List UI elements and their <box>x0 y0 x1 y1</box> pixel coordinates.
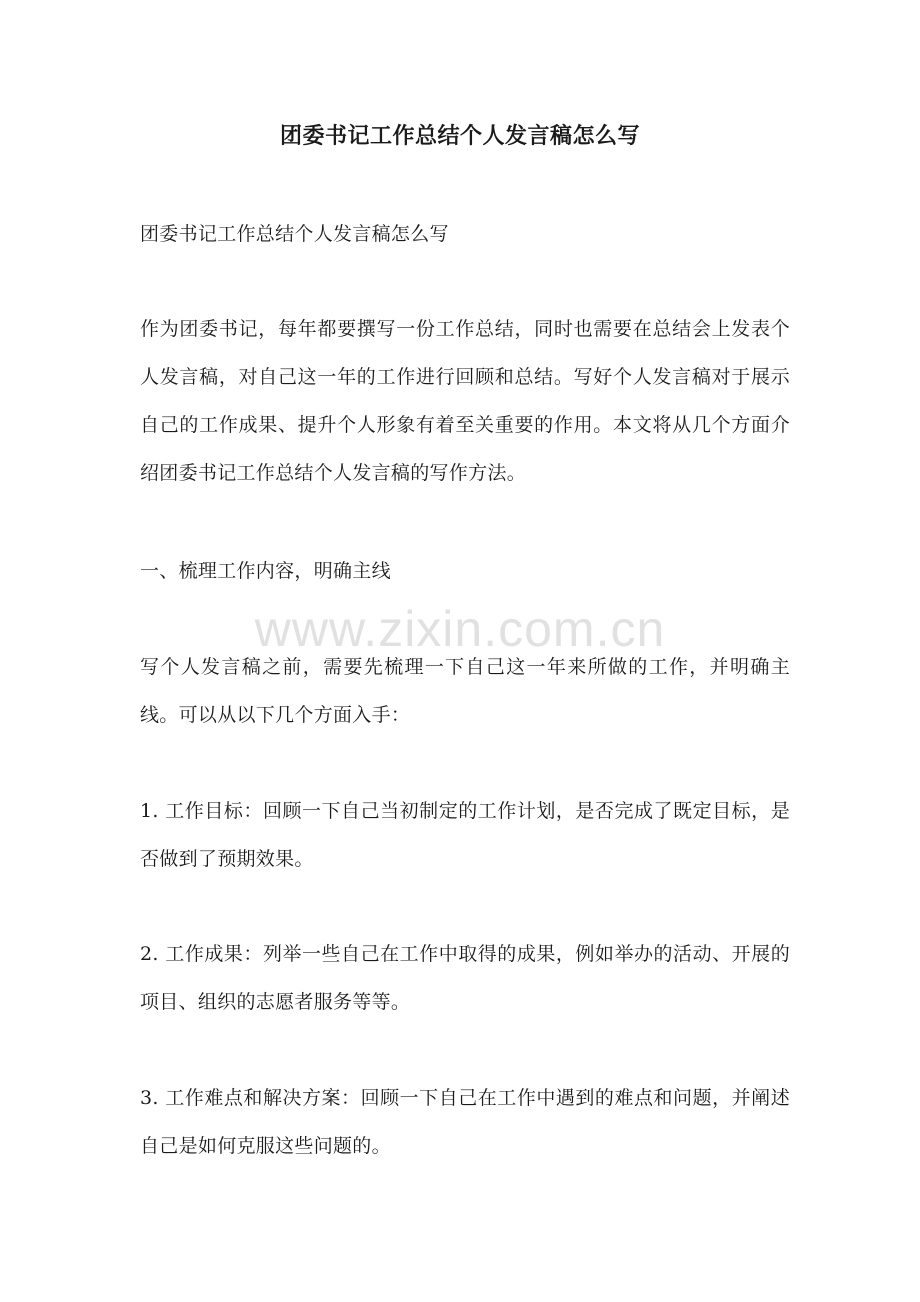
list-item-difficulties: 3. 工作难点和解决方案：回顾一下自己在工作中遇到的难点和问题，并阐述自己是如何克服这些问题的。 <box>140 1087 790 1157</box>
paragraph-intro: 作为团委书记，每年都要撰写一份工作总结，同时也需要在总结会上发表个人发言稿，对自己这一年的工作进行回顾和总结。写好个人发言稿对于展示自己的工作成果、提升个人形象有着至关重要的作用。本文将从几个方面介绍团委书记工作总结个人发言稿的写作方法。 <box>140 318 790 484</box>
list-item-results: 2. 工作成果：列举一些自己在工作中取得的成果，例如举办的活动、开展的项目、组织的志愿者服务等等。 <box>140 943 790 1013</box>
section-heading: 一、梳理工作内容，明确主线 <box>140 560 391 582</box>
watermark-text: www.zixin.com.cn <box>254 601 666 657</box>
document-title: 团委书记工作总结个人发言稿怎么写 <box>279 123 640 149</box>
paragraph-subtitle: 团委书记工作总结个人发言稿怎么写 <box>140 223 449 245</box>
list-item-goals: 1. 工作目标：回顾一下自己当初制定的工作计划，是否完成了既定目标，是否做到了预期效果。 <box>140 800 790 870</box>
paragraph-preparation: 写个人发言稿之前，需要先梳理一下自己这一年来所做的工作，并明确主线。可以从以下几个方面入手： <box>140 656 790 726</box>
